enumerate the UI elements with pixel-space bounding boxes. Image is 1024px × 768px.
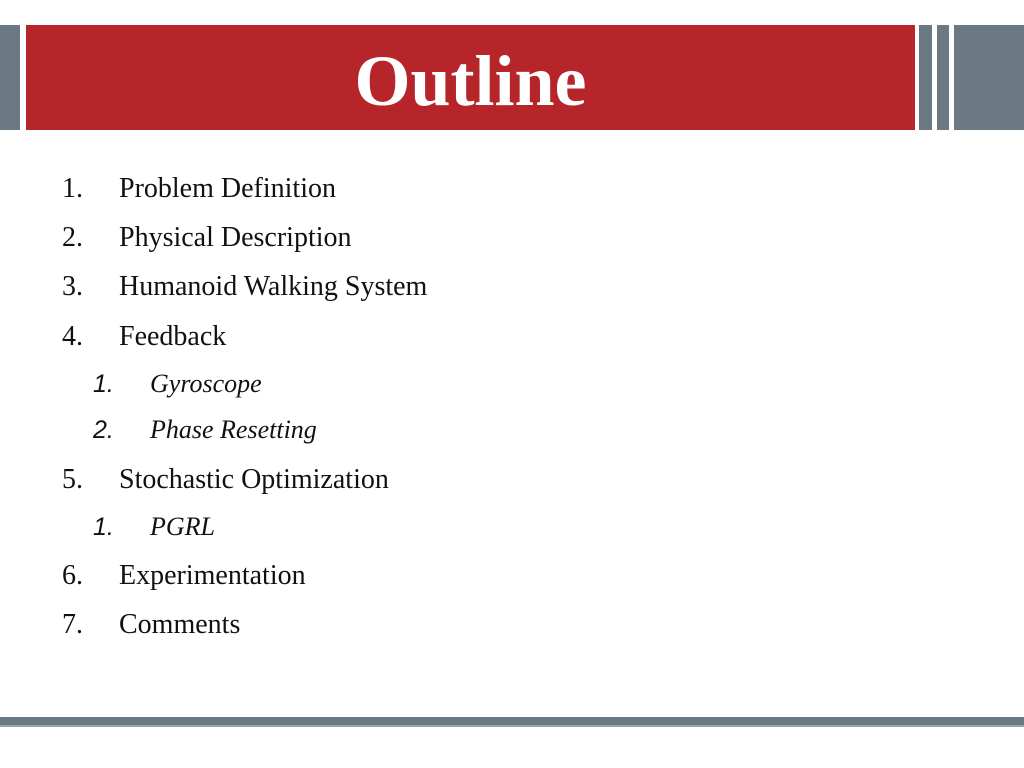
- outline-item-label: Feedback: [119, 321, 227, 352]
- title-band: [26, 25, 915, 130]
- outline-item-label: Humanoid Walking System: [119, 271, 428, 302]
- header-accent-bar-right-1: [919, 25, 932, 130]
- outline-subitem-label: Gyroscope: [150, 369, 262, 398]
- outline-item-number: 2.: [62, 222, 83, 253]
- outline-subitem-label: PGRL: [150, 512, 215, 541]
- outline-item-label: Comments: [119, 609, 241, 640]
- header-accent-bar-left: [0, 25, 20, 130]
- outline-subitem-number: 2.: [93, 416, 114, 444]
- footer-rule: [0, 717, 1024, 725]
- outline-subitem-number: 1.: [93, 513, 114, 541]
- outline-item-number: 3.: [62, 271, 83, 302]
- outline-item-label: Physical Description: [119, 222, 352, 253]
- outline-item-number: 7.: [62, 609, 83, 640]
- outline-item-number: 6.: [62, 560, 83, 591]
- outline-item-label: Stochastic Optimization: [119, 464, 389, 495]
- outline-item-number: 1.: [62, 173, 83, 204]
- outline-item-number: 5.: [62, 464, 83, 495]
- outline-subitem-label: Phase Resetting: [150, 415, 317, 444]
- outline-item-number: 4.: [62, 321, 83, 352]
- header-accent-bar-right-3: [954, 25, 1024, 130]
- outline-item-label: Problem Definition: [119, 173, 336, 204]
- outline-subitem-number: 1.: [93, 370, 114, 398]
- header-accent-bar-right-2: [937, 25, 949, 130]
- outline-item-label: Experimentation: [119, 560, 306, 591]
- slide-title: Outline: [354, 41, 587, 121]
- footer-line: [0, 725, 1024, 727]
